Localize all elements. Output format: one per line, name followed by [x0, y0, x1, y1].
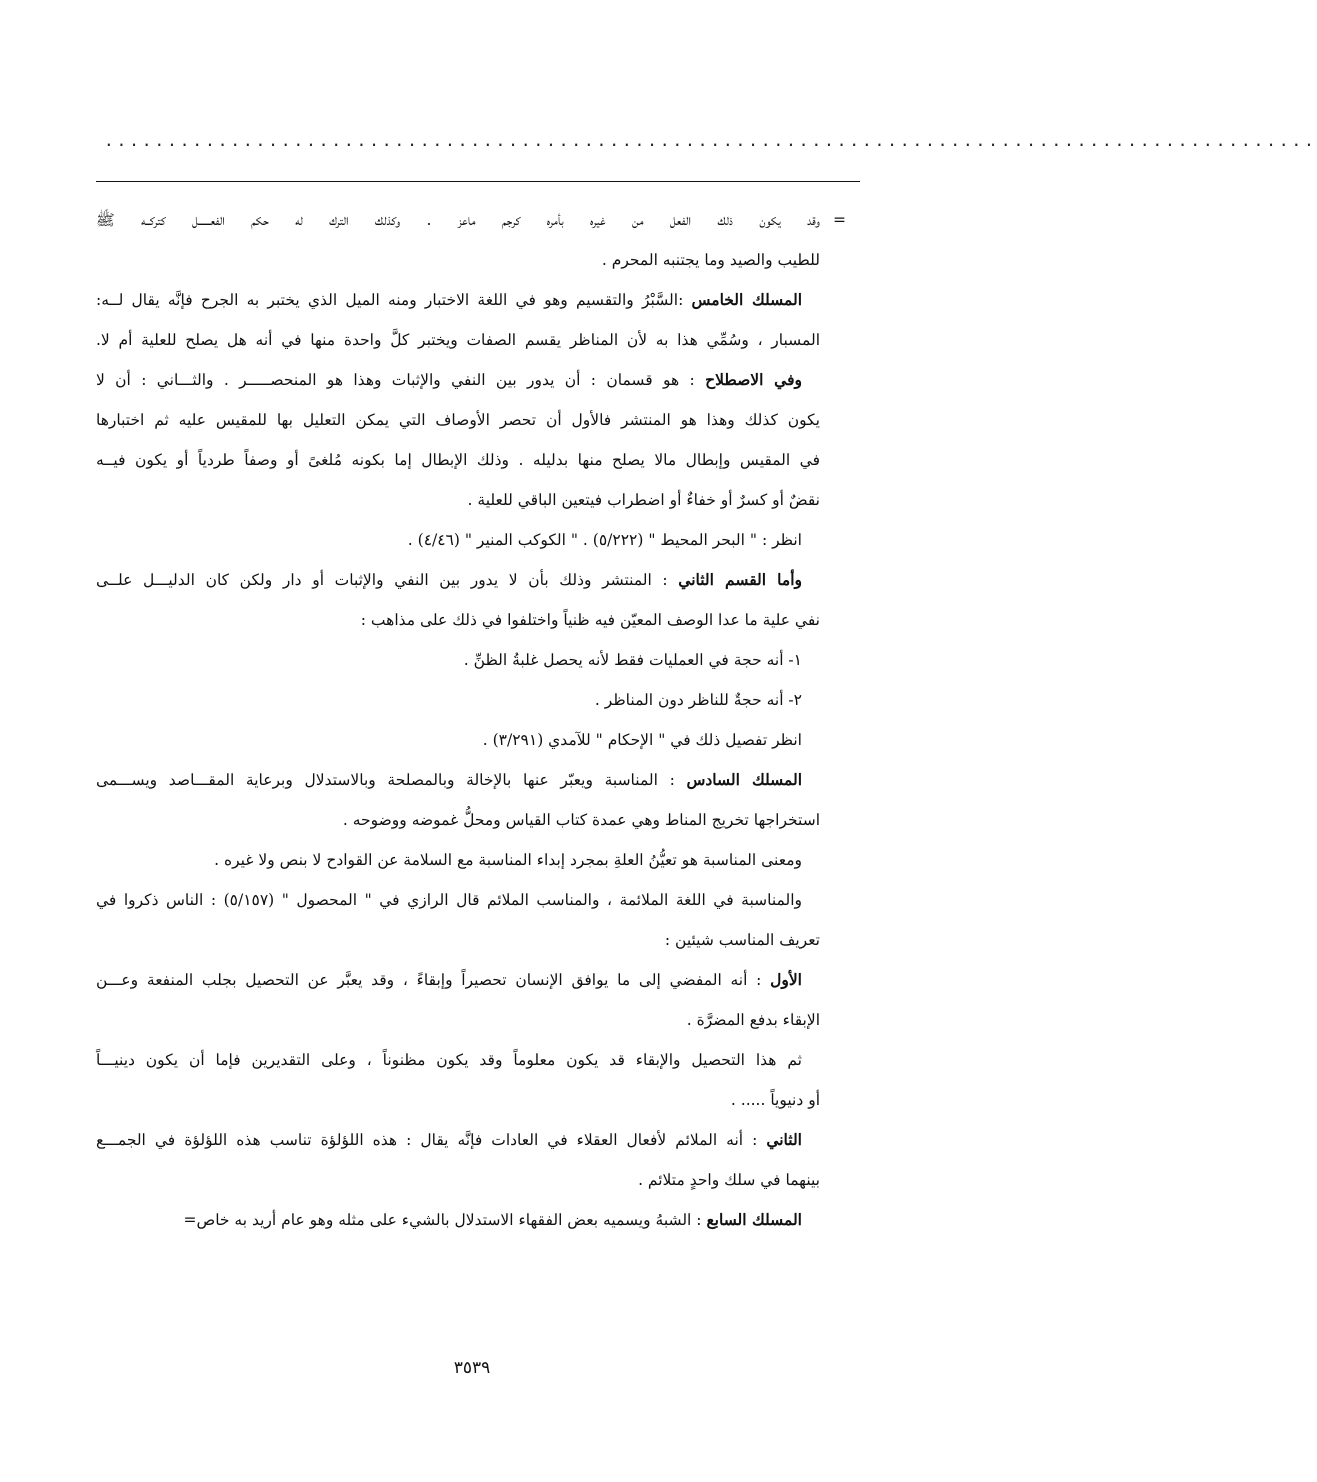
text-line: للطيب والصيد وما يجتنبه المحرم .: [601, 251, 820, 269]
text-line: بينهما في سلك واحدٍ متلائم .: [638, 1171, 820, 1189]
text-line: في المقيس وإبطال مالا يصلح منها بدليله . وذلك الإبطال إما بكونه مُلغىً أو وصفاً طردياً أو يكون فيــه: [96, 451, 820, 469]
text-line: وفي الاصطلاح : هو قسمان : أن يدور بين النفي والإثبات وهذا هو المنحصـــــر . والثـــاني : أن لا: [96, 370, 802, 389]
text-line: ثم هذا التحصيل والإبقاء قد يكون معلوماً وقد يكون مظنوناً ، وعلى التقديرين فإما أن يكون دينيـــاً: [96, 1051, 802, 1069]
heading-qism-thani: وأما القسم الثاني: [678, 570, 802, 589]
text-line: تعريف المناسب شيئين :: [664, 931, 820, 949]
text-line: المسلك الخامس :السَّبْرُ والتقسيم وهو في اللغة الاختبار ومنه الميل الذي يختبر به الجرح فإنَّه يقال لــه:: [96, 290, 802, 309]
continuation-mark: =: [833, 211, 846, 229]
text-line: = وقد يكون ذلك الفعل من غيره بأمره كرجم ماعز . وكذلك الترك له حكم الفعــــــل كتركــه ﷺ: [96, 200, 820, 240]
text-line: استخراجها تخريج المناط وهي عمدة كتاب القياس ومحلُّ غموضه ووضوحه .: [342, 811, 820, 829]
heading-sabi: المسلك السابع: [706, 1210, 802, 1229]
text-line: نقضٌ أو كسرٌ أو خفاءٌ أو اضطراب فيتعين الباقي للعلية .: [467, 491, 820, 509]
footnote-body: [96, 200, 846, 1240]
heading-istilah: وفي الاصطلاح: [705, 370, 802, 389]
text-line: يكون كذلك وهذا هو المنتشر فالأول أن تحصر الأوصاف التي يمكن التعليل بها للمقيس عليه ثم اختبارها: [96, 411, 820, 429]
text-line: الثاني : أنه الملائم لأفعال العقلاء في العادات فإنَّه يقال : هذه اللؤلؤة تناسب هذه اللؤلؤة في الجمـــع: [96, 1130, 802, 1149]
text-line: المسلك السابع : الشبهُ ويسميه بعض الفقهاء الاستدلال بالشيء على مثله وهو عام أريد به خاص=: [183, 1210, 802, 1229]
page-number: ٣٥٣٩: [453, 1358, 491, 1378]
list-item: ١- أنه حجة في العمليات فقط لأنه يحصل غلبةُ الظنِّ .: [463, 651, 802, 669]
reference-line: انظر : " البحر المحيط " (٥/٢٢٢) . " الكوكب المنير " (٤/٤٦) .: [407, 531, 802, 549]
text-line: نفي علية ما عدا الوصف المعيّن فيه ظنياً واختلفوا في ذلك على مذاهب :: [360, 611, 820, 629]
list-item: ٢- أنه حجةٌ للناظر دون المناظر .: [594, 691, 802, 709]
text-line: أو دنيوياً ..... .: [730, 1091, 820, 1109]
heading-sadis: المسلك السادس: [686, 770, 802, 789]
heading-khamis: المسلك الخامس: [691, 290, 802, 309]
text-line: والمناسبة في اللغة الملائمة ، والمناسب الملائم قال الرازي في " المحصول " (٥/١٥٧) : الناس ذكروا في: [96, 891, 802, 909]
text-line: الإبقاء بدفع المضرَّة .: [686, 1011, 820, 1029]
footnote-rule: [96, 181, 860, 182]
reference-line: انظر تفصيل ذلك في " الإحكام " للآمدي (٣/٢٩١) .: [482, 731, 802, 749]
text-line: ومعنى المناسبة هو تعيُّنُ العلةِ بمجرد إبداء المناسبة مع السلامة عن القوادح لا بنص ولا غيره .: [214, 851, 802, 869]
text-line: المسلك السادس : المناسبة ويعبّر عنها بالإخالة وبالمصلحة وبالاستدلال وبرعاية المقـــاصد ويســـمى: [96, 770, 802, 789]
heading-thani: الثاني: [766, 1130, 802, 1149]
separator-dots: ................................................................................................: [104, 131, 1317, 150]
text-line: وأما القسم الثاني : المنتشر وذلك بأن لا يدور بين النفي والإثبات أو دار ولكن كان الدليـــل علــى: [96, 570, 802, 589]
heading-awwal: الأول: [770, 970, 802, 989]
text-line: المسبار ، وسُمِّي هذا به لأن المناظر يقسم الصفات ويختبر كلَّ واحدة منها في أنه هل يصلح للعلية أم لا.: [96, 331, 820, 349]
text-line: الأول : أنه المفضي إلى ما يوافق الإنسان تحصيراً وإبقاءً ، وقد يعبَّر عن التحصيل بجلب المنفعة وعـــن: [96, 970, 802, 989]
